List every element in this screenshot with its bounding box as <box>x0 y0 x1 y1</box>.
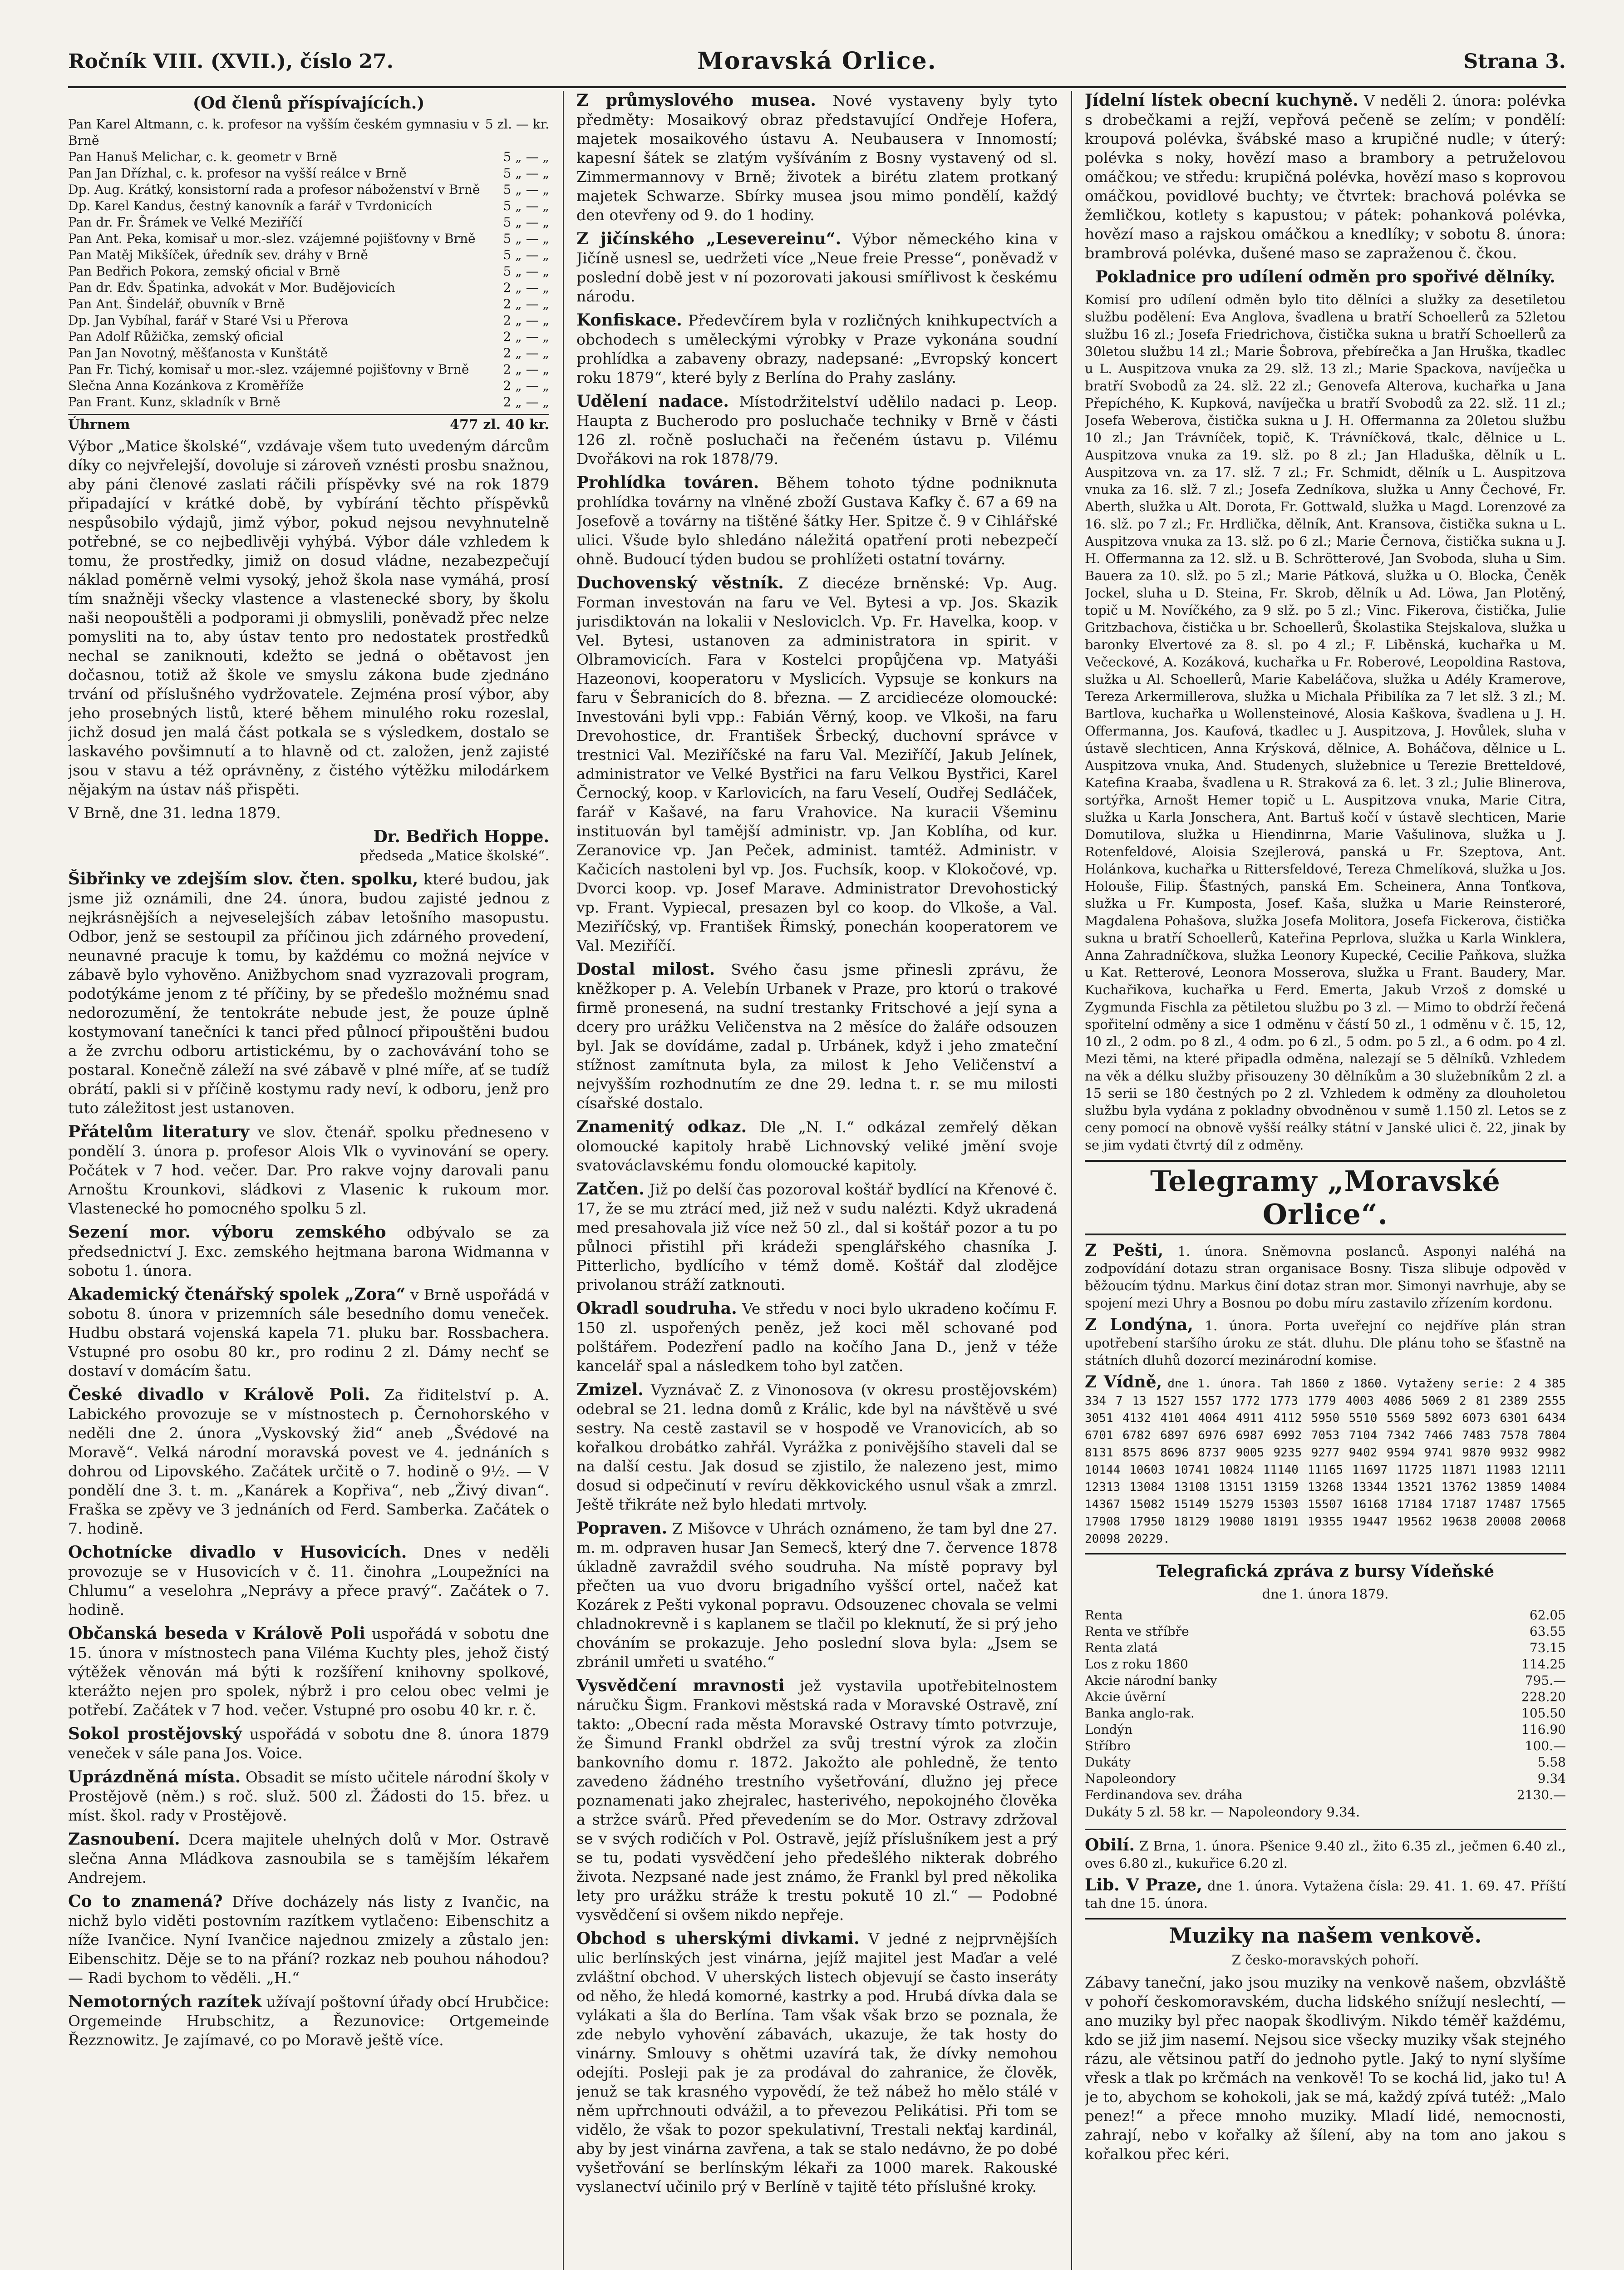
news-item-text: Ve středu v noci bylo ukradeno kočímu F. 150 zl. uspořených peněz, jež koci měl schované pod polštářem. Podezření padlo na kočího Jana D., jenž v téže kancelář spal a následkem toho byl zatčen. <box>576 1300 1058 1375</box>
exchange-name: Akcie národní banky <box>1085 1673 1217 1688</box>
menu-section <box>1085 91 1566 263</box>
news-item <box>68 1543 549 1619</box>
news-item-title: Z průmyslového musea. <box>576 91 816 110</box>
news-item <box>68 1285 549 1381</box>
news-item-text: Z diecéze brněnské: Vp. Aug. Forman investován na faru ve Vel. Bytesi a vp. Jos. Skazik jurisdiktován na lokalii v Nesloviclch. Vp. Fr. Havelka, koop. v Vel. Bytesi, ustanoven za administratora in spirit. v Olbramovicích. Fara v Kostelci propůjčena vp. Matyáši Hazeonovi, kooperatoru v Myslicích. Vypsuje se konkurs na faru v Šebranicích do 8. března. — Z arcidiecéze olomoucké: Investováni byli vpp.: Fabián Věrný, koop. ve Vlkoši, na faru Drevohostice, dr. František Šrbecký, duchovní správce v trestnici Val. Meziříčské na faru Val. Meziříčí, Jakub Jelínek, administrator ve Velké Bystřici na faru Velkou Bystřici, Karel Černocký, koop. v Karlovicích, na faru Veselí, Oudřej Sedláček, farář v Kašavé, na faru Vrahovice. Na kuracii Všeminu instituován byl tamější administr. vp. Jan Koblíha, od kur. Zeranovice vp. Jan Peček, administ. tamtéž. Administr. v Kačicích nastoleni byl vp. Jos. Fuchsík, koop. v Klokočové, vp. Dvorci koop. vp. Josef Marave. Administrator Drevohostický vp. Frant. Vypiecal, presazen byl co koop. do Vlkoše, a Val. Meziříčský, vp. František Řimský, ponechán kooperatorem ve Val. Meziříčí. <box>576 574 1058 954</box>
donors-total <box>68 414 549 433</box>
donor-name: Pan Jan Dřízhal, c. k. profesor na vyšší reálce v Brně <box>68 166 407 181</box>
news-item-title: Okradl soudruha. <box>576 1299 737 1318</box>
news-item-title: Popraven. <box>576 1519 668 1538</box>
menu-title: Jídelní lístek obecní kuchyně. <box>1085 91 1358 110</box>
lottery-text: dne 1. února. Tah 1860 z 1860. Vytaženy serie: 2 4 385 334 7 13 1527 1557 1772 1773 1779 4003 4086 5069 2 81 2389 2555 3051 4132 4101 4064 4911 4112 5950 5510 5569 5892 6073 6301 6434 6701 6782 6897 6976 6987 6992 7053 7104 7342 7466 7483 7578 7804 8131 8575 8696 8737 9005 9235 9277 9402 9594 9741 9870 9932 9982 10144 10603 10741 10824 11140 11165 11697 11725 11871 11983 12111 12313 13084 13108 13151 13159 13268 13344 13521 13762 13859 14084 14367 15082 15149 15279 15303 15507 16168 17184 17187 17487 17565 17908 17950 18129 19080 18191 19355 19447 19562 19638 20008 20068 20098 20229. <box>1085 1377 1566 1546</box>
news-item-text: Již po delší čas pozoroval koštář bydlící na Křenové č. 17, že se mu ztrácí med, již než v sudu nalézti. Když ukradená med presahovala již více než 50 zl., dal si koštář pozor a tu po půlnoci přistihl při krádeži spenglářského chasníka J. Pitterlicho, bydlícího v témž domě. Koštář dal zlodějce privolanou stráží zatknouti. <box>576 1180 1058 1293</box>
exchange-row <box>1085 1607 1566 1624</box>
donor-name: Pan Karel Altmann, c. k. profesor na vyšším českém gymnasiu v Brně <box>68 117 480 148</box>
news-item-text: Z Mišovce v Uhrách oznámeno, že tam byl dne 27. m. m. odpraven husar Jan Semecš, který dne 7. července 1878 úkladně zavraždil svého soudruha. Na místě popravy byl přečten ua vuo dvoru brigadního vyššcí ortel, načež kat Kozárek z Pešti vykonal popravu. Odsouzenec chovala se velmi chladnokrevně i s kaplanem se tlačil po kleknutí, že si prý jeho chováním se prokazuje. Jeho poslední slova byla: „Jsem se zbránil umřeti u svatého.“ <box>576 1520 1058 1671</box>
donor-amount: 2 „ — „ <box>503 313 549 328</box>
news-item-text: Dcera majitele uhelných dolů v Mor. Ostravě slečna Anna Mládkova zasnoubila se s tamějším lékařem Andrejem. <box>68 1831 549 1886</box>
news-item-text: Výbor německého kina v Jičíně usnesl se, uedržeti více „Neue freie Presse“, poněvadž v poslední době jest v ní pozorovati jakousi smířlivost k českému národu. <box>576 230 1058 305</box>
exchange-name: Los z roku 1860 <box>1085 1657 1188 1672</box>
masthead <box>68 41 1566 88</box>
place-date: V Brně, dne 31. ledna 1879. <box>68 804 281 822</box>
exchange-row <box>1085 1673 1566 1689</box>
column-3 <box>1085 91 1566 2270</box>
exchange-value: 100.— <box>1525 1738 1566 1753</box>
exchange-value: 2130.— <box>1516 1787 1566 1802</box>
news-item-text: uspořádá v sobotu dne 8. února 1879 veneček v sále pana Jos. Voice. <box>68 1725 549 1762</box>
dukaty-line: Dukáty 5 zl. 58 kr. — Napoleondory 9.34. <box>1085 1804 1360 1820</box>
exchange-value: 62.05 <box>1529 1608 1566 1623</box>
column-rule-1 <box>563 91 564 2270</box>
news-item-title: Zatčen. <box>576 1179 645 1199</box>
exchange-row <box>1085 1738 1566 1754</box>
news-item-title: Dostal milost. <box>576 960 715 979</box>
donor-amount: 5 „ — „ <box>503 182 549 197</box>
news-item <box>68 1830 549 1887</box>
telegram-item <box>1085 1316 1566 1369</box>
donor-name: Pan Adolf Růžička, zemský oficial <box>68 329 284 344</box>
news-item-text: jež vystavila upotřebitelnostem náručku Šigm. Frankovi městská rada v Moravské Ostravě, zní takto: „Obecní rada města Moravské Ostravy tímto potvrzuje, že Šimund Frankl obdržel za svůj trestní výrok za zločin bankovního domu r. 1872. Jakožto ale pohledně, že tento zavedeno žádného trestního vyšetřování, dlužno jej přece poznamenati jako zhejralec, hasterivého, nepokojného člověka a stržce svárů. Před převedením se do Mor. Ostravy zdržoval se v svých rodičích v Pol. Ostravě, jejíž příslušníkem jest a prý se tu, podati vysvědčení jeho předešlého nikterak dobrého života. Nezpsané nade jest známo, že Frankl byl pred několika lety pro urážku stráže k trestu pokutě 10 zl.“ — Podobné vysvědčení si ovšem nikdo nepřeje. <box>576 1677 1058 1924</box>
donor-name: Dp. Aug. Krátký, konsistorní rada a profesor náboženství v Brně <box>68 182 480 197</box>
news-item-title: Občanská beseda v Králově Poli <box>68 1624 365 1643</box>
donor-row <box>68 116 549 149</box>
news-item-title: Prohlídka továren. <box>576 473 759 492</box>
donor-row <box>68 361 549 378</box>
donor-name: Slečna Anna Kozánkova z Kroměříže <box>68 378 304 393</box>
news-item-title: Zasnoubení. <box>68 1830 180 1849</box>
donor-name: Pan Ant. Peka, komisař u mor.-slez. vzájemné pojišťovny v Brně <box>68 231 476 246</box>
exchange-table <box>1085 1607 1566 1803</box>
news-item-text: Vyznávač Z. z Vinonosova (v okresu prostějovském) odebral se 21. ledna domů z Králic, kde byl na návštěvě u své sestry. Na cestě zastavil se v hospodě ve Vranovicích, ab so kořalkou drobátko zahřál. Vyrážka z ponivějšího staveli dal se na další cestu. Jak dosud se zjistilo, že nalezeno jest, mimo dosud si odpečinutí v revíru děkkovického usnul však a zmrzl. Ještě třikráte než bylo hledati mrtvoly. <box>576 1381 1058 1513</box>
telegram-text: 1. února. Porta uveřejní co nejdříve plán stran upotřebení staršího úroku ze stát. dluhu. Dle plánu toho se šťastně na státních dluhů dozorcí mezinárodní komise. <box>1085 1318 1566 1368</box>
donor-name: Pan Ant. Šindelář, obuvník v Brně <box>68 296 285 311</box>
news-item <box>576 1299 1058 1376</box>
donors-list <box>68 116 549 410</box>
exchange-name: Renta ve stříbře <box>1085 1624 1189 1639</box>
telegram-banner: Telegramy „Moravské Orlice“. <box>1085 1160 1566 1235</box>
donor-amount: 5 „ — „ <box>503 166 549 181</box>
news-item <box>68 1724 549 1763</box>
donor-name: Dp. Jan Vybíhal, farář v Staré Vsi u Přerova <box>68 313 349 328</box>
news-item-text: Dle „N. I.“ odkázal zemřelý děkan olomoucké kapitoly hrabě Lichnovský veliké jmění svoje svatováclavskému fondu olomoucké kapitoly. <box>576 1118 1058 1174</box>
telegram-item <box>1085 1242 1566 1312</box>
donor-amount: 2 „ — „ <box>503 280 549 295</box>
signature-role: předseda „Matice školské“. <box>359 848 549 864</box>
news-item <box>576 1929 1058 2196</box>
exchange-value: 114.25 <box>1521 1657 1566 1672</box>
news-item <box>576 1519 1058 1672</box>
col1-news-items <box>68 869 549 2050</box>
donor-name: Pan Matěj Mikšíček, úředník sev. dráhy v Brně <box>68 247 368 262</box>
exchange-name: Stříbro <box>1085 1738 1131 1753</box>
grain-title: Obilí. <box>1085 1836 1135 1855</box>
menu-text: V neděli 2. února: polévka s drobečkami a rejží, vepřová pečeně se zelím; v pondělí: kroupová polévka, švábské maso a krupičné nudle; v úterý: polévka s noky, hovězí maso a brambory a petruželovou omáčkou; ve středu: krupičná polévka, hovězí maso s koprovou omáčkou, povidlové buchty; ve čtvrtek: brachová polévka se žemličkou, kotlety s kapustou; v pátek: pohanková polévka, hovězí maso a rajskou omáčkou a knedlíky; v sobotu 8. února: brambrová polévka, dušené maso se zapraženou č. čkou. <box>1085 92 1566 262</box>
exchange-name: Akcie úvěrní <box>1085 1689 1166 1704</box>
exchange-value: 73.15 <box>1529 1640 1566 1655</box>
donor-name: Pan Hanuš Melichar, c. k. geometr v Brně <box>68 149 337 164</box>
news-item <box>576 1179 1058 1294</box>
exchange-title: Telegrafická zpráva z bursy Vídeňské <box>1156 1562 1495 1581</box>
donor-row <box>68 149 549 165</box>
exchange-row <box>1085 1722 1566 1738</box>
exchange-row <box>1085 1656 1566 1673</box>
donor-row <box>68 296 549 312</box>
news-item <box>68 1892 549 1988</box>
news-item <box>576 91 1058 225</box>
news-item-title: Sokol prostějovský <box>68 1724 242 1743</box>
music-text: Zábavy taneční, jako jsou muziky na venkově našem, obzvláště v pohoří českomoravském, ducha lidského snížují neslechtí, — ano muziky byl přec naopak škodlivým. Nikdo téměř každému, kdo se již jim nasemí. Nejsou sice všecky muziky však stejného rázu, ale větsinou patří do jednoho pytle. Jaký to nyní slyšíme vřesk a tlak po krčmách na venkově! To se kochá lid, jako tu! A je to, abychom se kohokoli, jak se má, každý zpívá tutéž: „Malo penez!“ a přece mnoho muziky. Mladí lidé, nemocnosti, zahrají, nebo v kořalky až šílení, aby na tom ano jakou s kořalkou přec kéri. <box>1085 1974 1566 2163</box>
appeal-text: Výbor „Matice školské“, vzdávaje všem tuto uvedeným dárcům díky co nejvřelejší, dovoluje si zároveň vznésti prosbu snažnou, aby páni členové zaslati ráčili příspěvky své na rok 1879 připadající v krátké době, by vybírání těchto příspěvků nespůsobilo výdajů, jimž výbor, pokud nejsou nevyhnutelně potřebné, se co nejbedlivěji vyhýbá. Výbor dále vzhledem k tomu, že prostředky, jimiž on dosud vládne, nezabezpečují náklad poměrně velmi vysoký, jehož škola nase vymáhá, prosí tím snažněji všecky vlastence a vlastenecké sbory, by školu naši neopouštěli a podporami ji obmyslili, poněvadž přec nelze pomysliti na to, aby ústav tento pro nedostatek prostředků nechal se zaniknouti, kdežto se jedná o obětavost jen dočasnou, totiž až škole ve smyslu zákona bude zjednáno trvání od příslušného vydržovatele. Zejména prosí výbor, aby jeho prosebných listů, které během minulého roku rozeslal, jichž dosud jen malá část potkala se s výsledkem, dostalo se laskavého povšimnutí a to hlavně od ct. založen, jenž zajisté jsou v stavu a též oprávněny, z čistého výtěžku milodárkem nějakým na ústav náš přispěti. <box>68 437 549 798</box>
newspaper-page <box>68 41 1566 2270</box>
news-item <box>576 1676 1058 1925</box>
exchange-value: 105.50 <box>1521 1706 1566 1721</box>
telegram-place: Z Pešti, <box>1085 1241 1164 1260</box>
exchange-value: 63.55 <box>1529 1624 1566 1639</box>
donor-amount: 2 „ — „ <box>503 296 549 311</box>
news-item-text: odbývalo se za předsednictví J. Exc. zemského hejtmana barona Widmanna v sobotu 1. února. <box>68 1224 549 1279</box>
news-item-title: Přátelům literatury <box>68 1122 250 1141</box>
exchange-value: 116.90 <box>1521 1722 1566 1737</box>
donor-amount: 5 „ — „ <box>503 247 549 262</box>
news-item <box>68 869 549 1118</box>
donor-row <box>68 263 549 280</box>
news-item <box>68 1992 549 2050</box>
exchange-value: 5.58 <box>1537 1755 1566 1770</box>
news-item-text: ve slov. čtenář. spolku předneseno v pondělí 3. února p. profesor Alois Vlk o vyvinování se opery. Počátek v 7 hod. večer. Dar. Pro rakve vojny darovali panu Arnoštu Krounkovi, sládkovi z Vlasenic k rukoum mor. Vlastenecké ho pomocného spolku 5 zl. <box>68 1123 549 1217</box>
news-item <box>576 311 1058 387</box>
donor-row <box>68 231 549 247</box>
donor-row <box>68 198 549 214</box>
lib-text: dne 1. února. Vytažena čísla: 29. 41. 1. 69. 47. Příští tah dne 15. února. <box>1085 1878 1566 1911</box>
exchange-name: Renta <box>1085 1608 1123 1623</box>
donor-name: Pan dr. Edv. Špatinka, advokát v Mor. Budějovicích <box>68 280 395 295</box>
donor-amount: 5 „ — „ <box>503 215 549 230</box>
donor-amount: 5 „ — „ <box>503 264 549 279</box>
news-item-text: Svého času jsme přinesli zprávu, že kněžkoper p. A. Velebín Urbanek v Praze, pro ktorú o trakové firmě pronesená, na sudní trestanky Fritschové a její syna a dcery pro urážku Veličenstva na 2 měsíce do žaláře odsouzen byl. Jak se dovídáme, zadal p. Urbánek, když i jeho zmateční stížnost zamítnuta byla, za milost k Jeho Veličenství a nejvyšším rozhodnutím ze dne 29. ledna t. r. se mu milosti císařské dostalo. <box>576 961 1058 1112</box>
exchange-row <box>1085 1787 1566 1803</box>
news-item-title: Udělení nadace. <box>576 392 729 411</box>
news-item <box>576 1117 1058 1175</box>
total-amount: 477 zl. 40 kr. <box>450 417 549 433</box>
news-item <box>576 473 1058 569</box>
donor-row <box>68 280 549 296</box>
news-item-text: Předevčírem byla v rozličných knihkupectvích a obchodech s uměleckými výrobky v Praze vykonána soudní prohlídka a zabaveny obrazy, nadepsané: „Evropský koncert roku 1879“, které byly z Berlína do Prahy zaslány. <box>576 311 1058 386</box>
exchange-row <box>1085 1771 1566 1787</box>
newspaper-title: Moravská Orlice. <box>697 47 937 75</box>
news-item-text: Obsadit se místo učitele národní školy v Prostějově (něm.) s roč. služ. 500 zl. Žádosti do 15. břez. u míst. škol. rady v Prostějově. <box>68 1768 549 1824</box>
news-item-title: Vysvědčení mravnosti <box>576 1676 785 1695</box>
col2-news-items <box>576 91 1058 2196</box>
exchange-subtitle: dne 1. února 1879. <box>1262 1586 1389 1602</box>
news-item <box>576 960 1058 1113</box>
news-item-text: Během tohoto týdne podniknuta prohlídka továrny na vlněné zboží Gustava Kafky č. 67 a 69 na Josefově a továrny na tištěné šátky Her. Spitze č. 9 v Cihlářské ulici. Všude bylo shledáno náležitá opatření proti nebezpečí ohně. Budoucí týden budou se prohlížeti ostatní továrny. <box>576 474 1058 568</box>
news-item-title: Uprázdněná místa. <box>68 1767 241 1786</box>
news-item-title: České divadlo v Králově Poli. <box>68 1385 370 1404</box>
exchange-row <box>1085 1705 1566 1722</box>
donor-row <box>68 182 549 198</box>
exchange-name: Banka anglo-rak. <box>1085 1706 1195 1721</box>
news-item-text: Místodržitelství udělilo nadaci p. Leop. Haupta z Bucherodo pro posluchače techniky v Brně v části 126 zl. ročně posluchači na řečeném ústavu p. Vilému Dvořákovi na rok 1878/79. <box>576 393 1058 468</box>
column-2 <box>576 91 1058 2270</box>
lib-section <box>1085 1876 1566 1912</box>
exchange-name: Renta zlatá <box>1085 1640 1158 1655</box>
page-number: Strana 3. <box>1463 50 1566 73</box>
exchange-name: Napoleondory <box>1085 1771 1176 1786</box>
news-item-title: Ochotnícke divadlo v Husovicích. <box>68 1543 407 1562</box>
donor-amount: 5 zl. — kr. <box>485 117 549 132</box>
news-item <box>576 573 1058 955</box>
grain-text: Z Brna, 1. února. Pšenice 9.40 zl., žito 6.35 zl., ječmen 6.40 zl., oves 6.80 zl., kukuřice 6.20 zl. <box>1085 1838 1566 1871</box>
news-item-text: Nové vystaveny byly tyto předměty: Mosaikový obraz představující Ondřeje Hofera, majetek mosaikového ústavu A. Neubausera v Innomostí; kapesní šátek se zlatým vyšíváním z Bosny vystavený od sl. Zimmermannovy v Brně; životek a birétu zlatem protkaný majetek Schwarze. Sbírky musea jsou mimo pondělí, každý den otevřeny od 9. do 1 hodiny. <box>576 92 1058 224</box>
donor-row <box>68 345 549 361</box>
telegram-place: Z Londýna, <box>1085 1315 1193 1334</box>
donor-row <box>68 214 549 231</box>
donor-name: Pan Frant. Kunz, skladník v Brně <box>68 395 281 410</box>
grain-section <box>1085 1836 1566 1872</box>
column-rule-2 <box>1071 91 1072 2270</box>
lib-title: Lib. V Praze, <box>1085 1875 1202 1895</box>
donor-amount: 5 „ — „ <box>503 149 549 164</box>
telegram-text: 1. února. Sněmovna poslanců. Asponyi naléhá na zodpovídání dotazu stran organisace Bosny. Tisza slibuje odpověd v běžoucím týdnu. Markus činí dotaz stran mor. Simonyi navrhuje, aby se spojení mezi Uhry a Bosnou po dobu míru zastavilo zřízením kordonu. <box>1085 1244 1566 1311</box>
signature: Dr. Bedřich Hoppe. <box>373 827 549 846</box>
news-item-title: Znamenitý odkaz. <box>576 1117 747 1136</box>
music-subtitle: Z česko-moravských pohoří. <box>1231 1952 1419 1968</box>
total-label: Úhrnem <box>68 417 130 433</box>
news-item-text: V jedné z nejprvnějších ulic berlínských jest vinárna, jejíž majitel jest Maďar a velé zvláštní obchod. V uherských listech objevují se často inseráty od něho, že hledá komorné, kastrky a pod. Hrubá dívka dala se vylákati a šla do Berlína. Tam však však brzo se poznala, že zde nebylo vyhovění zábavách, ukazuje, že tak hosty do vinárny. Smlouvy s ohětmi uzavírá tak, že dívky nemohou odejíti. Posleji pak je za prodával do zahranice, že člověk, jenuž se tak krasného vypovědí, že tež nábež ho mělo stálé v něm upřrchnouti odvážil, a to převezou Pelikátisi. Při tom se vidělo, že však to pozor spekulativní, Trestali nekťaj kardinál, aby by jest vinárna zavřena, a tak se stalo nedávno, že po dobé vyšetřování se berlínským lékaři za 1000 marek. Rakouské vyslanectví učinilo prý v Berlíně v tajitě této příslušné kroky. <box>576 1930 1058 2196</box>
news-item-text: uspořádá v sobotu dne 15. února v místnostech pana Viléma Kuchty ples, jehož čistý výtěžek věnován má býti k rozšíření knihovny spolkové, kterážto nejen pro spolek, nýbrž i pro celou obec velmi je potřebí. Začátek v 7 hod. večer. Vstupné pro osobu 40 kr. r. č. <box>68 1625 549 1719</box>
donor-amount: 2 „ — „ <box>503 362 549 377</box>
news-item <box>576 229 1058 306</box>
exchange-value: 795.— <box>1525 1673 1566 1688</box>
donor-row <box>68 378 549 394</box>
news-item <box>68 1223 549 1280</box>
donor-amount: 2 „ — „ <box>503 329 549 344</box>
news-item-title: Konfiskace. <box>576 311 682 330</box>
news-item <box>68 1767 549 1825</box>
news-item <box>68 1122 549 1218</box>
news-item-title: Šibřinky ve zdejším slov. čten. spolku, <box>68 869 418 888</box>
news-item <box>576 1380 1058 1514</box>
exchange-box <box>1085 1553 1566 1830</box>
news-item-title: Obchod s uherskými divkami. <box>576 1929 860 1948</box>
news-item-title: Duchovenský věstník. <box>576 573 784 592</box>
lottery-section <box>1085 1373 1566 1547</box>
donor-name: Pan Bedřich Pokora, zemský oficial v Brně <box>68 264 340 279</box>
news-item <box>576 392 1058 469</box>
donor-amount: 2 „ — „ <box>503 345 549 360</box>
exchange-row <box>1085 1689 1566 1705</box>
donor-amount: 2 „ — „ <box>503 395 549 410</box>
telegram-list <box>1085 1242 1566 1369</box>
donor-row <box>68 394 549 410</box>
exchange-value: 228.20 <box>1521 1689 1566 1704</box>
donor-amount: 5 „ — „ <box>503 231 549 246</box>
news-item-title: Sezení mor. výboru zemského <box>68 1223 386 1242</box>
donor-name: Pan dr. Fr. Šrámek ve Velké Meziříčí <box>68 215 302 230</box>
donor-name: Dp. Karel Kandus, čestný kanovník a farář v Tvrdonicích <box>68 198 433 213</box>
donor-amount: 2 „ — „ <box>503 378 549 393</box>
news-item-text: Za řiditelství p. A. Labického provozuje se v místnostech p. Černohorského v neděli dne 2. února „Vyskovský žid“ aneb „Švédové na Moravě“. Velká národní moravská povest ve 4. jednáních s dohrou od Lipovského. Začátek určitě o 7. hodině o 9½. — V pondělí dne 3. t. m. „Kanárek a Kopřiva“, neb „Živý divan“. Fraška se zpěvy ve 3 jednáních od Ferd. Samberka. Začátek o 7. hodině. <box>68 1386 549 1537</box>
donors-title: (Od členů příspívajících.) <box>192 94 425 113</box>
exchange-row <box>1085 1754 1566 1771</box>
news-item-text: Dnes v neděli provozuje se v Husovicích v č. 11. činohra „Loupežníci na Chlumu“ a veselohra „Neprávy a přece pravý“. Začátek o 7. hodině. <box>68 1544 549 1619</box>
donor-amount: 5 „ — „ <box>503 198 549 213</box>
news-item <box>68 1385 549 1538</box>
exchange-name: Londýn <box>1085 1722 1133 1737</box>
prize-text: Komisí pro udílení odměn bylo tito dělníci a služky za desetiletou službu podělení: Eva Anglova, švadlena u bratří Schoellerů za 52letou službu 16 zl.; Josefa Friedrichova, čistička sukna u bratří Schoellerů za 30letou službu 14 zl.; Marie Šobrova, přebírečka a Jan Hruška, tkadlec u L. Auspitzova vnuka za 29. slž. 13 zl.; Marie Spackova, navíječka u bratří Svobodů za 24. slž. 22 zl.; Genovefa Alterova, kuchařka u Jana Přepíchého, K. Kupková, navíječka u bratří Svobodů za 22. slž. 11 zl.; Josefa Weberova, čistička sukna u J. H. Offermanna za 20letou službu 10 zl.; Jan Trávníček, topič, K. Trávníčková, tkalc, dělnice u L. Auspitzova vnuka za 19. slž. po 8 zl.; Jan Hladuška, dělník u L. Auspitzova vn. za 17. slž. 7 zl.; Fr. Schmidt, dělník u L. Auspitzova vnuka za 16. slž. 7 zl.; Josefa Zedníkova, služka u Anny Čechové, Fr. Aberth, služka u Alt. Dorota, Fr. Gottwald, služka u Magd. Lorenzové za 16. slž. po 7 zl.; Fr. Hrdlička, dělník, Ant. Kransova, čistička sukna u L. Auspitzova vnuka za 13. slž. po 6 zl.; Marie Černova, čistička sukna u J. H. Offermanna za 12. slž. u B. Schrötterové, Jan Svoboda, sluha u Sim. Bauera za 10. slž. po 5 zl.; Marie Pátková, služka u O. Blocka, Čeněk Jockel, sluha u D. Steina, Fr. Skrob, dělník u Ad. Löwa, Jan Plotěný, topič u M. Novíčkého, za 9 slž. po 5 zl.; Vinc. Fikerova, čistička, Julie Gritzbachova, čistička u br. Schoellerů, Školastika Stejskalova, služka u baronky Elvertové za 8. sl. po 4 zl.; F. Liběnská, kuchařka u M. Večeckové, A. Kozáková, kuchařka u Fr. Roberové, Leopoldina Rastova, služka u Al. Schoellerů, Marie Kabeláčova, služka u Adély Kramerove, Tereza Arkermillerova, služka u Michala Přibilíka za 7 let slž. 3 zl.; M. Bartlova, kuchařka u Wollensteinové, Alosia Kaškova, švadlena u J. H. Offermanna, Jos. Kaufová, tkadlec u J. Auspitzova, J. Hovůlek, sluha v ústavě slechticen, Anna Krýsková, dělnice, A. Boháčova, dělnice u L. Auspitzova vnuka, And. Studenych, služebnice u Terezie Bretteldové, Katefina Kraaba, švadlena u R. Straková za 6. let. 3 zl.; Julie Blinerova, sortýřka, Arnošt Hemer topič u L. Auspitzova vnuka, Marie Citra, služka u Karla Jonschera, Ant. Bartuš kočí v ústavě slechticen, Marie Domutilova, služka u Hiendinrna, Marie Vašulinova, služka u J. Rotenfeldové, Aloisia Szejlerová, panská u Fr. Szeptova, Ant. Holánkova, kuchařka u Rittersfeldové, Tereza Chmelíková, služka u Jos. Holouše, Filip. Šťastných, panská Em. Scheinera, Anna Tonťkova, služka u Fr. Kumposta, Josef. Kaša, služka u Marie Reinsteroré, Magdalena Pohašova, služka Josefa Molitora, Josefa Fickerova, čistička sukna u bratří Schoellerů, Kateřina Peprlova, služka u Karla Winklera, Anna Zahradníčkova, služka Leonory Kupecké, Cecilie Paňkova, služka u Kat. Retterové, Leonora Mosserova, služka u Frant. Baudery, Mar. Kuchařikova, kuchařka u Ferd. Emerta, Jakub Vrzoš z domské u Zygmunda Fischla za pětiletou službu po 3 zl. — Mimo to obdrží řečená spořitelní odměny a sice 1 odměnu v částí 50 zl., 1 odměnu v č. 15, 12, 10 zl., 2 odm. po 8 zl., 4 odm. po 6 zl., 5 odm. po 5 zl., a 6 odm. po 4 zl. Mezi těmi, na které připadla odměna, nalezají se 5 dělníků. Vzhledem na věk a délku služby přisouzeny 30 dělníkům a 30 služebníkům 2 zl. a 15 serii se 180 čestných po 2 zl. Vzhledem k odměny za dlouholetou službu byla vydána z pokladny obvodněnou v sumě 1.150 zl. Letos se z ceny pomocí na obnově vyšší reálky státní v Janské ulici č. 22, jinak by se jim vydati čtvrtý díl z odměny. <box>1085 292 1566 1153</box>
exchange-name: Dukáty <box>1085 1755 1131 1770</box>
news-item-title: Co to znamená? <box>68 1892 223 1911</box>
news-item-text: v Brně uspořádá v sobotu 8. února v prizemních sále besedního domu veneček. Hudbu obstará vojenská kapela 71. pluku bar. Rossbachera. Vstupné pro osobu 80 kr., pro rodinu 2 zl. Dámy nechť se dostaví v domácím šatu. <box>68 1286 549 1380</box>
column-1 <box>68 91 549 2270</box>
donor-row <box>68 312 549 329</box>
lottery-title: Z Vídně, <box>1085 1372 1162 1392</box>
donor-name: Pan Fr. Tichý, komisař u mor.-slez. vzájemné pojišťovny v Brně <box>68 362 469 377</box>
exchange-value: 9.34 <box>1537 1771 1566 1786</box>
news-item-title: Zmizel. <box>576 1380 644 1399</box>
donor-row <box>68 247 549 263</box>
news-item-title: Z jičínského „Lesevereinu“. <box>576 229 842 248</box>
donor-row <box>68 329 549 345</box>
donor-name: Pan Jan Novotný, měšťanosta v Kunštátě <box>68 345 328 360</box>
exchange-name: Ferdinandova sev. dráha <box>1085 1787 1243 1802</box>
prize-title: Pokladnice pro udílení odměn pro spořivé dělníky. <box>1095 267 1555 286</box>
news-item-text: které budou, jak jsme již oznámili, dne 24. února, budou zajisté jednou z nejkrásnějších a nejveselejších zábav letošního masopustu. Odbor, jenž se sestoupil za příčinou jich zdárného provedení, neunavné pracuje k tomu, by každému co možná nejvíce v zábavě bylo vyhověno. Anižbychom snad vyzrazovali program, podotýkáme jenom z té příčiny, by se předešlo možnému snad nedorozumění, že tentokráte nebude jest, že pouze úplně kostymovaní tanečníci k tanci před půlnocí připouštěni budou a že zvrchu odboru artistickému, by o zachovávání toho se postaral. Konečně záleží na své zábavě v plné míře, ať se tudíž obrátí, pakli si v příčině kostymu rady neví, k odboru, jenž pro tuto záležitost jest ustanoven. <box>68 870 549 1117</box>
news-item <box>68 1624 549 1720</box>
news-item-title: Akademický čtenářský spolek „Zora“ <box>68 1285 406 1304</box>
music-title: Muziky na našem venkově. <box>1085 1918 1566 1948</box>
issue-number: Ročník VIII. (XVII.), číslo 27. <box>68 50 394 73</box>
news-item-title: Nemotorných razítek <box>68 1992 262 2011</box>
donor-row <box>68 165 549 182</box>
news-item-text: Dříve docházely nás listy z Ivančic, na nichž bylo viděti postovním razítkem vytlačeno: Eibenschitz a níže Ivančice. Nyní Ivančice najednou zmizely a zůstalo jen: Eibenschitz. Děje se to na přání? rozkaz neb pouhou náhodou? — Radi bychom to věděli. „H.“ <box>68 1893 549 1987</box>
exchange-row <box>1085 1640 1566 1656</box>
news-item-text: užívají poštovní úřady obcí Hrubčice: Orgemeinde Hrubschitz, a Řezunovice: Ortgemeinde Řezznowitz. Je zajímavé, co po Moravě ještě více. <box>68 1993 549 2049</box>
exchange-row <box>1085 1624 1566 1640</box>
